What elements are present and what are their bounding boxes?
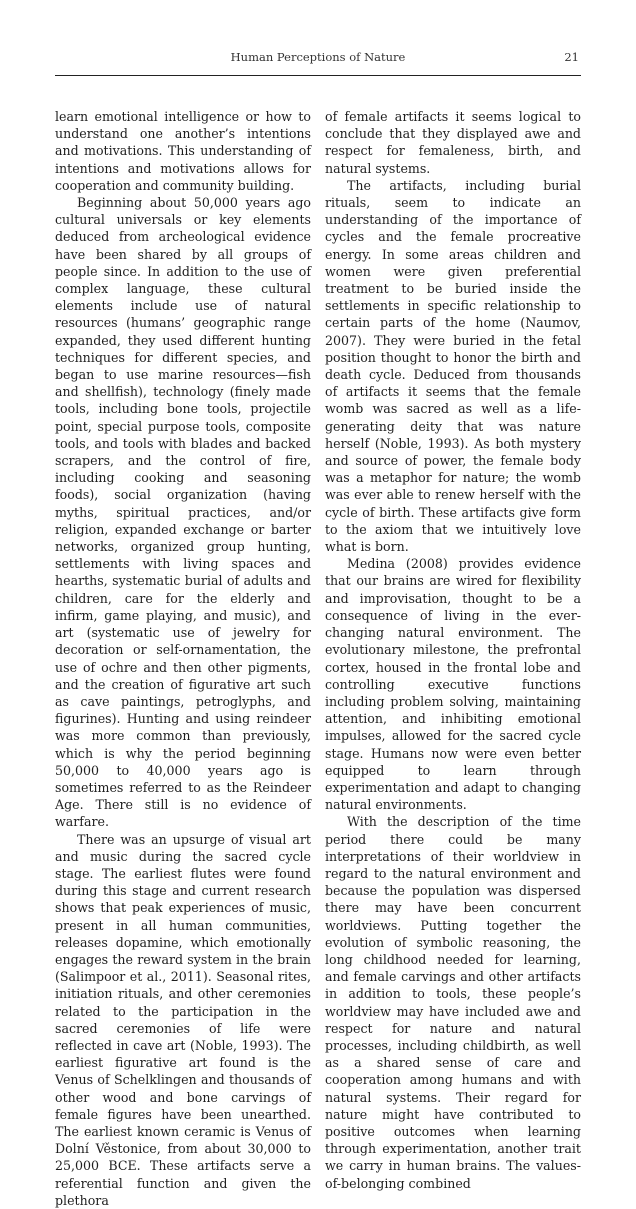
header-rule	[55, 75, 581, 76]
running-title: Human Perceptions of Nature	[230, 50, 406, 64]
paragraph: Medina (2008) provides evidence that our brains are wired for flexibility and improvisation, thought to be a consequence of living in the ever-changing natural environment. The evolutionary milestone, the prefrontal cortex, housed in the frontal lobe and controlling executive functions including problem solving, maintaining attention, and inhibiting emotional impulses, allowed for the sacred cycle stage. Humans now were even better equipped to learn through experimentation and adapt to changing natural environments.	[325, 556, 581, 813]
paragraph: Beginning about 50,000 years ago cultural universals or key elements deduced from archeological evidence have been shared by all groups of people since. In addition to the use of complex language, these cultural elements include use of natural resources (humans’ geographic range expanded, they used different hunting techniques for different species, and began to use marine resources—fish and shellfish), technology (finely made tools, including bone tools, projectile point, special purpose tools, composite tools, and tools with blades and backed scrapers, and the control of fire, including cooking and seasoning foods), social organization (having myths, spiritual practices, and/or religion, expanded exchange or barter networks, organized group hunting, settlements with living spaces and hearths, systematic burial of adults and children, care for the elderly and infirm, game playing, and music), and art (systematic use of jewelry for decoration or self-ornamentation, the use of ochre and then other pigments, and the creation of figurative art such as cave paintings, petroglyphs, and figurines). Hunting and using reindeer was more common than previously, which is why the period beginning 50,000 to 40,000 years ago is sometimes referred to as the Reindeer Age. There still is no evidence of warfare.	[55, 195, 311, 830]
paragraph: With the description of the time period there could be many interpretations of their worldview in regard to the natural environment and because the population was dispersed there may have been concurrent worldviews. Putting together the evolution of symbolic reasoning, the long childhood needed for learning, and female carvings and other artifacts in addition to tools, these people’s worldview may have included awe and respect for nature and natural processes, including childbirth, as well as a shared sense of care and cooperation among humans and with natural systems. Their regard for nature might have contributed to positive outcomes when learning through experimentation, another trait we carry in human brains. The values-of-belonging combined	[325, 814, 581, 1191]
paragraph: There was an upsurge of visual art and music during the sacred cycle stage. The earliest flutes were found during this stage and current research shows that peak experiences of music, present in all human communities, releases dopamine, which emotionally engages the reward system in the brain (Salimpoor et al., 2011). Seasonal rites, initiation rituals, and other ceremonies related to the participation in the sacred ceremonies of life were reflected in cave art (Noble, 1993). The earliest figurative art found is the Venus of Schelklingen and thousands of other wood and bone carvings of female figures have been unearthed. The earliest known ceramic is Venus of Dolní Věstonice, from about 30,000 to 25,000 BCE. These artifacts serve a referential function and given the plethora	[55, 831, 311, 1208]
right-column	[325, 108, 581, 1192]
page-number: 21	[564, 50, 579, 64]
paragraph: The artifacts, including burial rituals, seem to indicate an understanding of the importance of cycles and the female procreative energy. In some areas children and women were given preferential treatment to be buried inside the settlements in specific relationship to certain parts of the home (Naumov, 2007). They were buried in the fetal position thought to honor the birth and death cycle. Deduced from thousands of artifacts it seems that the female womb was sacred as well as a life-generating deity that was nature herself (Noble, 1993). As both mystery and source of power, the female body was a metaphor for nature; the womb was ever able to renew herself with the cycle of birth. These artifacts give form to the axiom that we intuitively love what is born.	[325, 177, 581, 555]
paragraph: learn emotional intelligence or how to understand one another’s intentions and motivations. This understanding of intentions and motivations allows for cooperation and community building.	[55, 109, 311, 193]
running-head	[55, 50, 581, 68]
paragraph: of female artifacts it seems logical to conclude that they displayed awe and respect for femaleness, birth, and natural systems.	[325, 109, 581, 176]
left-column	[55, 108, 311, 1209]
